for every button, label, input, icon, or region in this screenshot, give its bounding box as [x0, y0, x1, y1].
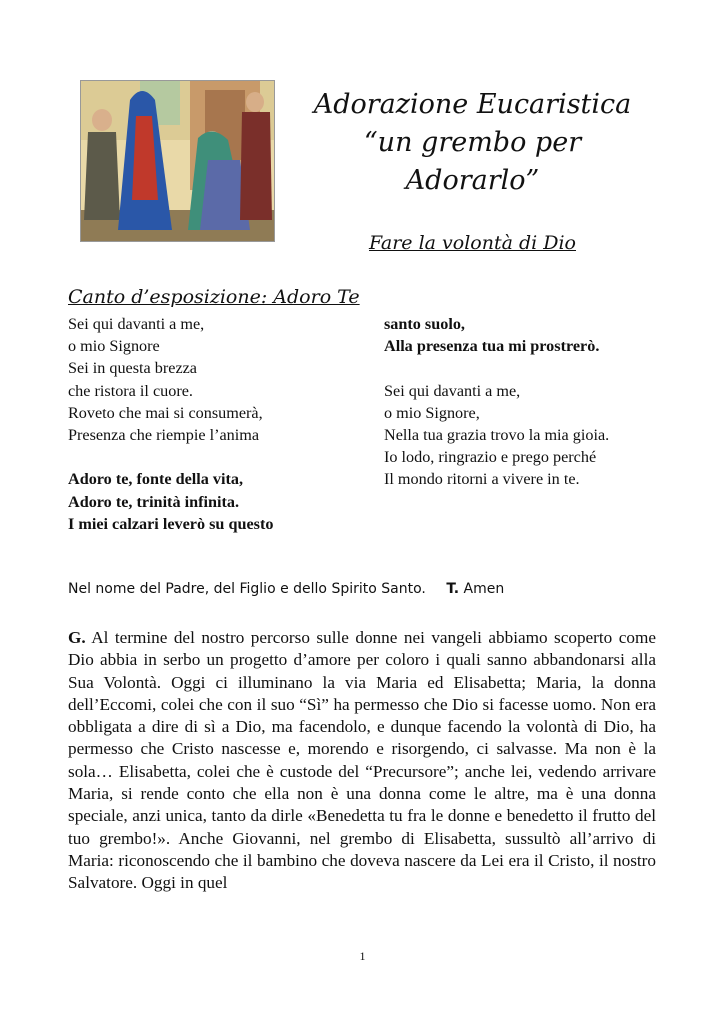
guide-paragraph [68, 627, 656, 895]
song-line: Adoro te, trinità infinita. [68, 492, 240, 511]
song-line: I miei calzari leverò su questo [68, 514, 274, 533]
invocation [68, 581, 504, 597]
song-line: Nella tua grazia trovo la mia gioia. [384, 426, 610, 444]
song-line: Io lodo, ringrazio e prego perché [384, 448, 597, 467]
title-line: Adorazione Eucaristica [313, 89, 632, 120]
paragraph-text: Al termine del nostro percorso sulle donne nei vangeli abbiamo scoperto come Dio abbia in serbo un progetto d’amore per coloro i quali sanno abbandonarsi alla Sua Volontà. Oggi ci illuminano la via Maria ed Elisabetta; Maria, la donna dell’Eccomi, colei che con il suo “Sì” ha permesso che Dio si facesse uomo. Non era obbligata a dire di sì a Dio, ma facendolo, e dunque facendo la volontà di Dio, ha permesso che Cristo nascesse e, morendo e risorgendo, ci salvasse. Ma non è la sola… Elisabetta, colei che è custode del “Precursore”; anche lei, vedendo arrivare Maria, si rende conto che ella non è una donna come le altre, ma è una donna speciale, anzi unica, tanto da dirle «Benedetta tu fra le donne e benedetto il frutto del tuo grembo!». Anche Giovanni, nel grembo di Elisabetta, sussultò all’arrivo di Maria: riconoscendo che il bambino che doveva nascere da Lei era il Cristo, il nostro Salvatore. Oggi in quel [68, 628, 656, 893]
song-line: Presenza che riempie l’anima [68, 426, 260, 445]
song-line: Sei qui davanti a me, [68, 315, 205, 333]
visitation-painting-icon [80, 80, 275, 242]
invocation-text: Nel nome del Padre, del Figlio e dello Spirito Santo. [68, 581, 426, 597]
song-line: Roveto che mai si consumerà, [68, 403, 263, 422]
song-line: che ristora il cuore. [68, 381, 193, 400]
song-right-column [384, 313, 684, 491]
song-line: Adoro te, fonte della vita, [68, 470, 244, 489]
song-line: Il mondo ritorni a vivere in te. [384, 470, 580, 489]
song-line: santo suolo, [384, 315, 465, 333]
blank-line [68, 446, 368, 468]
song-line: Sei qui davanti a me, [384, 381, 521, 400]
response-marker: T. [446, 581, 460, 597]
blank-line [384, 357, 684, 379]
paragraph-marker: G. [68, 628, 86, 647]
song-line: o mio Signore [68, 337, 160, 356]
document-title [290, 86, 655, 200]
title-line: “un grembo per [363, 127, 582, 158]
song-line: Alla presenza tua mi prostrerò. [384, 337, 600, 356]
invocation-response [446, 581, 504, 597]
title-line: Adorarlo” [405, 165, 540, 196]
song-line: o mio Signore, [384, 403, 480, 422]
page-number: 1 [359, 949, 366, 963]
song-heading: Canto d’esposizione: Adoro Te [68, 286, 360, 308]
visitation-painting [80, 80, 275, 242]
document-subtitle: Fare la volontà di Dio [369, 232, 576, 254]
song-line: Sei in questa brezza [68, 359, 197, 378]
song-left-column [68, 313, 368, 535]
response-text: Amen [463, 581, 505, 597]
